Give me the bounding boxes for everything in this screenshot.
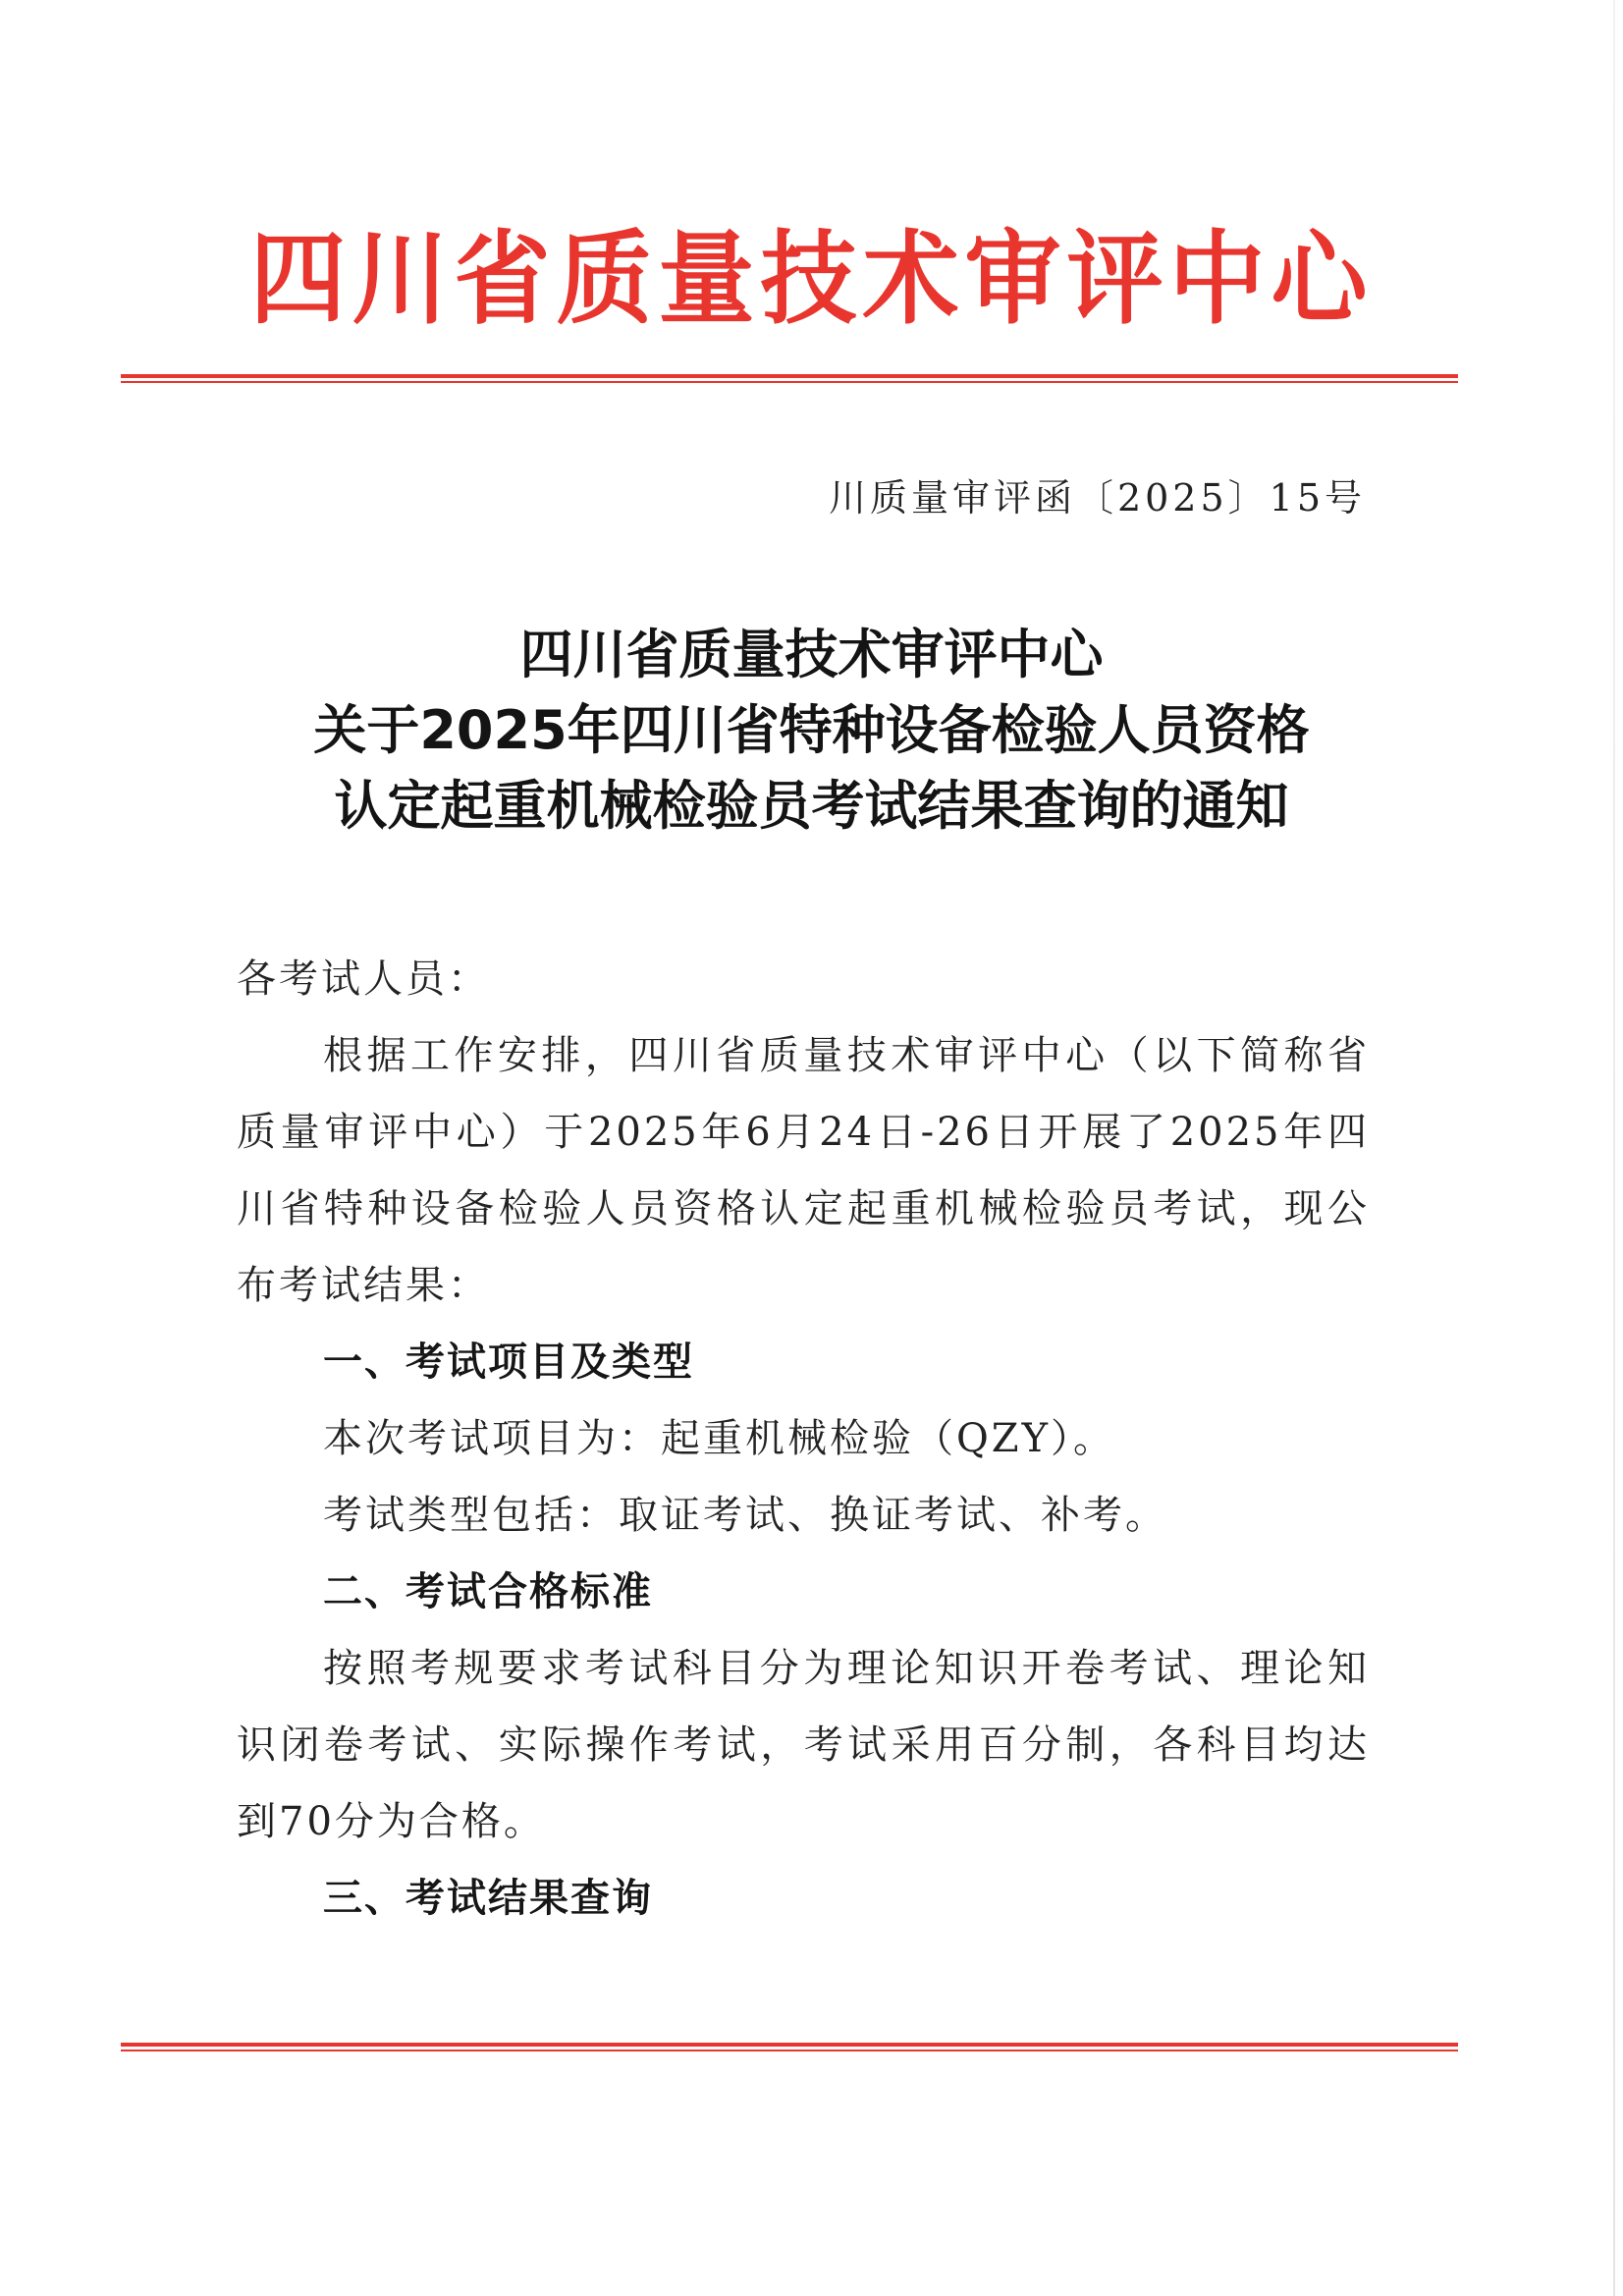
section-1-heading: 一、考试项目及类型 xyxy=(323,1339,694,1385)
intro-paragraph: 根据工作安排，四川省质量技术审评中心（以下简称省质量审评中心）于2025年6月24日-26日开展了2025年四川省特种设备检验人员资格认定起重机械检验员考试，现公布考试结果： xyxy=(237,1033,1370,1308)
red-rule-thin-line xyxy=(121,381,1458,383)
section-2-paragraph: 按照考规要求考试科目分为理论知识开卷考试、理论知识闭卷考试、实际操作考试，考试采用百分制，各科目均达到70分为合格。 xyxy=(237,1646,1370,1844)
section-1-item-1: 本次考试项目为：起重机械检验（QZY）。 xyxy=(323,1416,1115,1461)
salutation: 各考试人员： xyxy=(237,957,490,1002)
title-line-3: 认定起重机械检验员考试结果查询的通知 xyxy=(334,775,1289,837)
document-body xyxy=(237,941,1370,1937)
footer-rule-thick-line xyxy=(121,2043,1458,2047)
scan-edge-shadow xyxy=(1613,0,1615,2296)
title-line-2: 关于2025年四川省特种设备检验人员资格 xyxy=(313,699,1310,761)
document-number: 川质量审评函〔2025〕15号 xyxy=(828,476,1366,519)
masthead-org-name: 四川省质量技术审评中心 xyxy=(249,221,1374,339)
footer-red-rule xyxy=(121,2043,1458,2052)
section-2-heading: 二、考试合格标准 xyxy=(323,1569,653,1614)
section-3-heading: 三、考试结果查询 xyxy=(323,1876,653,1921)
title-line-1: 四川省质量技术审评中心 xyxy=(519,624,1104,685)
masthead-red-rule xyxy=(121,374,1458,384)
document-title xyxy=(0,617,1623,844)
section-1-item-2: 考试类型包括：取证考试、换证考试、补考。 xyxy=(323,1493,1167,1538)
red-rule-thick-line xyxy=(121,374,1458,378)
footer-rule-thin-line xyxy=(121,2050,1458,2051)
